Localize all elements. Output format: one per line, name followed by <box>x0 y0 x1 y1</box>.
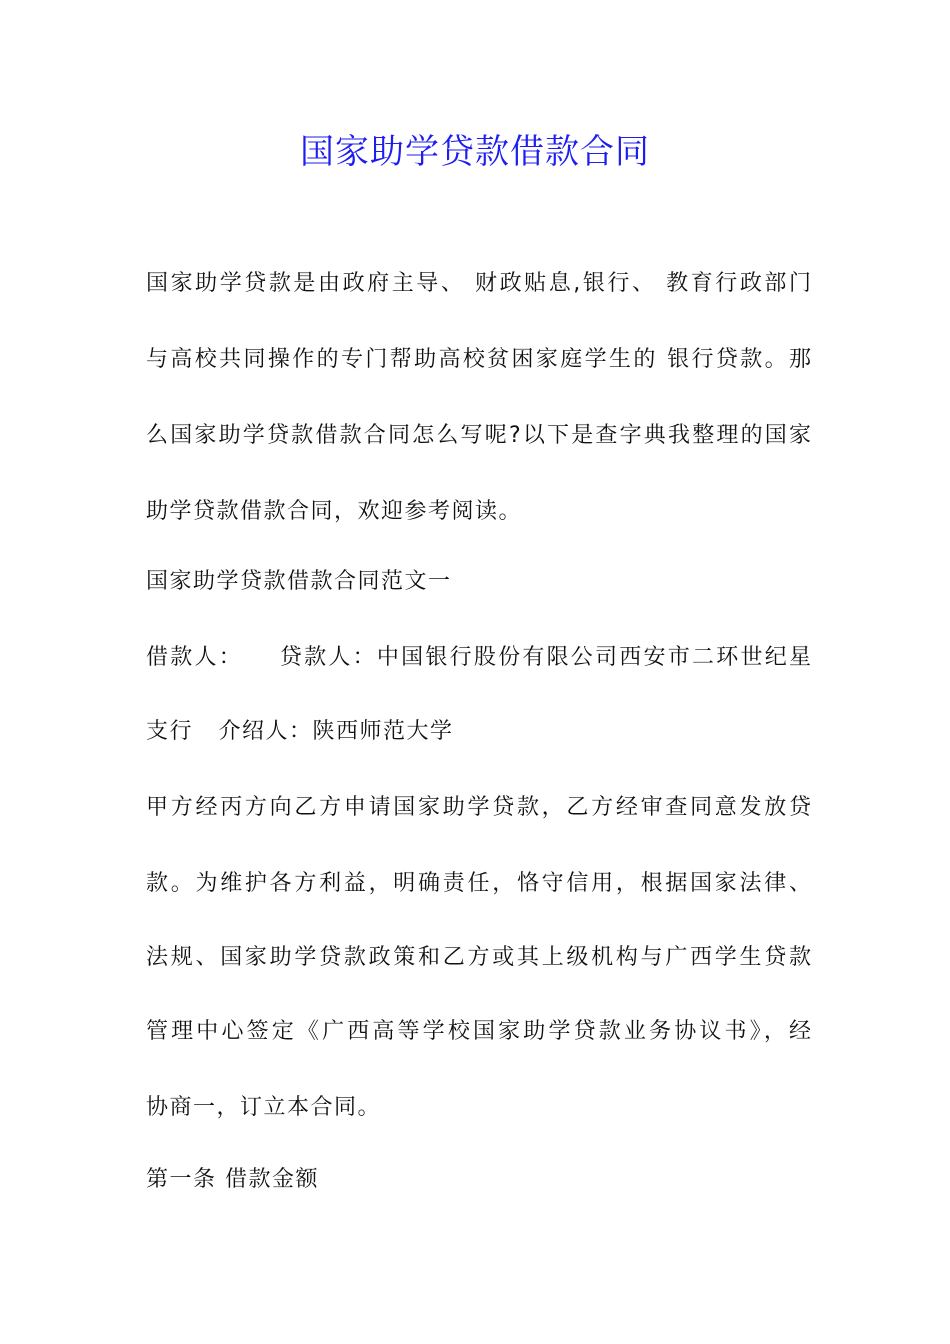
paragraph-line: 管理中心签定《广西高等学校国家助学贷款业务协议书》，经 <box>146 1019 811 1044</box>
paragraph-line: 法规、国家助学贷款政策和乙方或其上级机构与广西学生贷款 <box>146 945 811 970</box>
paragraph-line: 助学贷款借款合同，欢迎参考阅读。 <box>146 499 523 524</box>
paragraph-line: 国家助学贷款是由政府主导、 财政贴息,银行、 教育行政部门 <box>146 271 811 296</box>
paragraph-line: 协商一，订立本合同。 <box>146 1095 382 1120</box>
paragraph-line: 与高校共同操作的专门帮助高校贫困家庭学生的 银行贷款。那 <box>146 347 811 372</box>
paragraph-line: 么国家助学贷款借款合同怎么写呢?以下是查字典我整理的国家 <box>146 423 811 448</box>
document-title: 国家助学贷款借款合同 <box>300 132 650 172</box>
paragraph-line: 借款人： 贷款人：中国银行股份有限公司西安市二环世纪星 <box>146 645 811 670</box>
section-heading: 国家助学贷款借款合同范文一 <box>146 569 452 594</box>
paragraph-line: 款。为维护各方利益，明确责任，恪守信用，根据国家法律、 <box>146 871 811 896</box>
paragraph-line: 甲方经丙方向乙方申请国家助学贷款，乙方经审查同意发放贷 <box>146 795 811 820</box>
article-heading: 第一条 借款金额 <box>146 1167 319 1192</box>
paragraph-line: 支行 介绍人：陕西师范大学 <box>146 719 454 744</box>
